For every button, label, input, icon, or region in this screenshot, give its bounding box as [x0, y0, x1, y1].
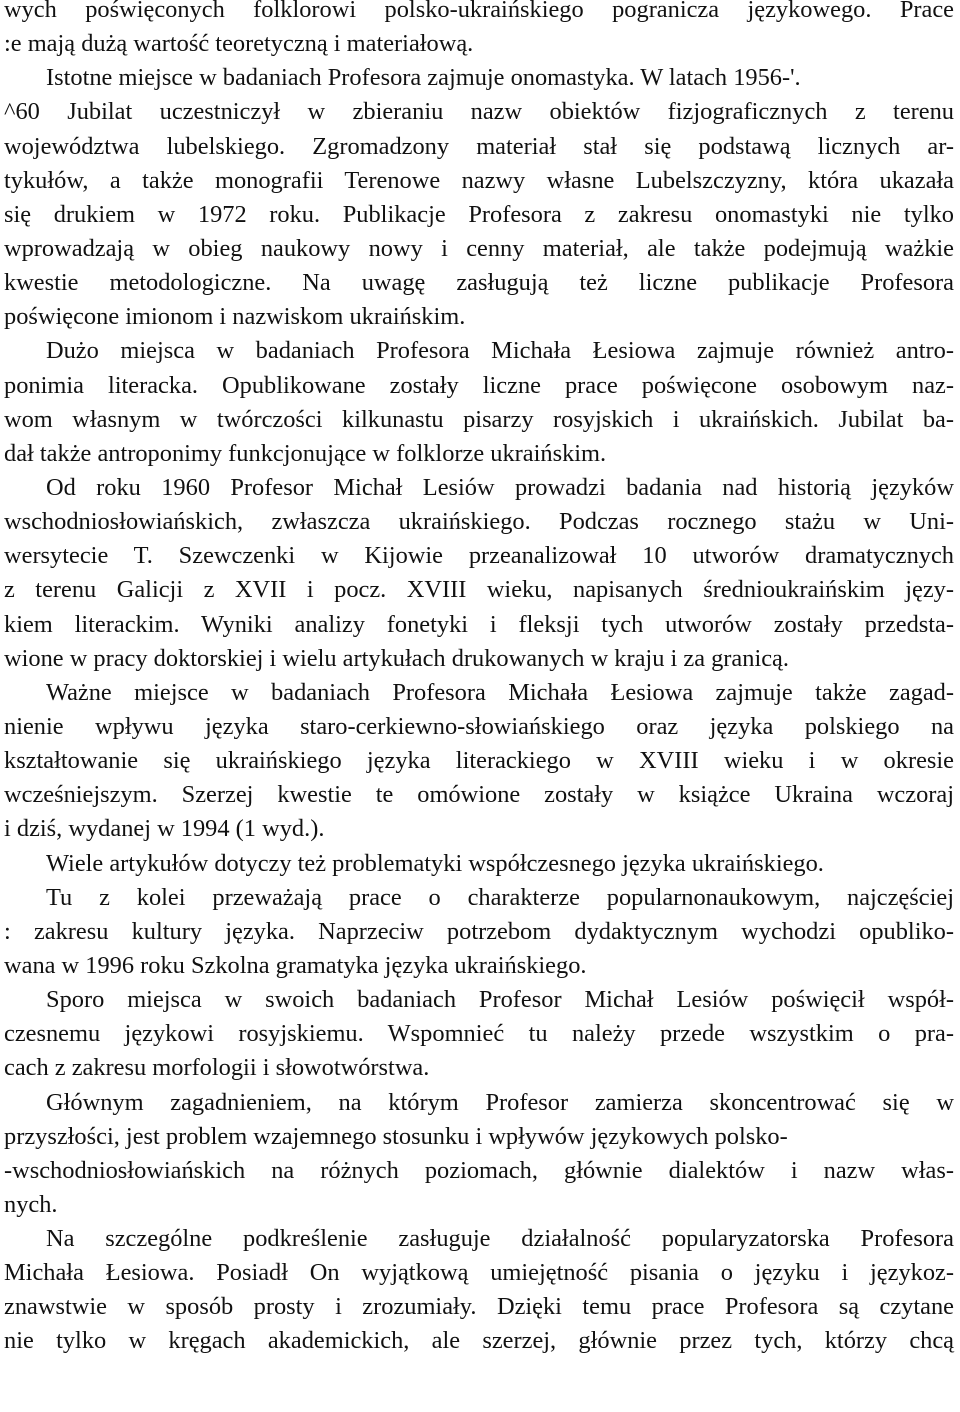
- text-line: wione w pracy doktorskiej i wielu artykułach drukowanych w kraju i za granicą.: [4, 644, 789, 672]
- text-line: Dużo miejsca w badaniach Profesora Michała Łesiowa zajmuje również antro-: [46, 337, 954, 365]
- text-line: Wiele artykułów dotyczy też problematyki współczesnego języka ukraińskiego.: [46, 849, 824, 877]
- text-line: ^60 Jubilat uczestniczył w zbieraniu nazw obiektów fizjograficznych z terenu: [4, 98, 954, 126]
- text-line: nych.: [4, 1190, 58, 1218]
- text-line: z terenu Galicji z XVII i pocz. XVIII wieku, napisanych średnioukraińskim języ-: [4, 576, 954, 604]
- text-line: wcześniejszym. Szerzej kwestie te omówione zostały w książce Ukraina wczoraj: [4, 781, 954, 809]
- text-line: znawstwie w sposób prosty i zrozumiały. Dzięki temu prace Profesora są czytane: [4, 1293, 954, 1321]
- text-line: poświęcone imionom i nazwiskom ukraińskim.: [4, 303, 466, 331]
- text-line: wschodniosłowiańskich, zwłaszcza ukraińskiego. Podczas rocznego stażu w Uni-: [4, 508, 954, 536]
- text-line: i dziś, wydanej w 1994 (1 wyd.).: [4, 815, 325, 843]
- text-line: Michała Łesiowa. Posiadł On wyjątkową umiejętność pisania o języku i językoz-: [4, 1259, 954, 1287]
- text-line: ponimia literacka. Opublikowane zostały liczne prace poświęcone osobowym naz-: [4, 371, 954, 399]
- text-line: kształtowanie się ukraińskiego języka literackiego w XVIII wieku i w okresie: [4, 747, 954, 775]
- text-line: : zakresu kultury języka. Naprzeciw potrzebom dydaktycznym wychodzi opubliko-: [4, 917, 954, 945]
- text-line: czesnemu językowi rosyjskiemu. Wspomnieć tu należy przede wszystkim o pra-: [4, 1020, 954, 1048]
- text-line: Istotne miejsce w badaniach Profesora zajmuje onomastyka. W latach 1956-'.: [46, 64, 801, 92]
- text-line: Tu z kolei przeważają prace o charakterze popularnonaukowym, najczęściej: [46, 883, 954, 911]
- text-line: kwestie metodologiczne. Na uwagę zasługują też liczne publikacje Profesora: [4, 269, 954, 297]
- document-page: [4, 0, 954, 1359]
- text-line: Sporo miejsca w swoich badaniach Profesor Michał Lesiów poświęcił współ-: [46, 986, 954, 1014]
- text-line: -wschodniosłowiańskich na różnych poziomach, głównie dialektów i nazw włas-: [4, 1156, 954, 1184]
- text-line: cach z zakresu morfologii i słowotwórstwa.: [4, 1054, 430, 1082]
- text-line: przyszłości, jest problem wzajemnego stosunku i wpływów językowych polsko-: [4, 1122, 788, 1150]
- text-line: wych poświęconych folklorowi polsko-ukraińskiego pogranicza językowego. Prace: [4, 0, 954, 23]
- text-line: nienie wpływu języka staro-cerkiewno-słowiańskiego oraz języka polskiego na: [4, 712, 954, 740]
- text-line: wana w 1996 roku Szkolna gramatyka języka ukraińskiego.: [4, 951, 587, 979]
- text-line: się drukiem w 1972 roku. Publikacje Profesora z zakresu onomastyki nie tylko: [4, 200, 954, 228]
- text-line: Na szczególne podkreślenie zasługuje działalność popularyzatorska Profesora: [46, 1225, 954, 1253]
- text-line: dał także antroponimy funkcjonujące w folklorze ukraińskim.: [4, 439, 607, 467]
- text-line: nie tylko w kręgach akademickich, ale szerzej, głównie przez tych, którzy chcą: [4, 1327, 954, 1355]
- text-line: tykułów, a także monografii Terenowe nazwy własne Lubelszczyzny, która ukazała: [4, 166, 954, 194]
- text-line: :e mają dużą wartość teoretyczną i materiałową.: [4, 30, 474, 58]
- text-line: wom własnym w twórczości kilkunastu pisarzy rosyjskich i ukraińskich. Jubilat ba-: [4, 405, 954, 433]
- text-line: Ważne miejsce w badaniach Profesora Michała Łesiowa zajmuje także zagad-: [46, 678, 954, 706]
- text-line: województwa lubelskiego. Zgromadzony materiał stał się podstawą licznych ar-: [4, 132, 954, 160]
- text-line: wprowadzają w obieg naukowy nowy i cenny materiał, ale także podejmują ważkie: [4, 234, 954, 262]
- text-line: wersytecie T. Szewczenki w Kijowie przeanalizował 10 utworów dramatycznych: [4, 542, 954, 570]
- text-line: kiem literackim. Wyniki analizy fonetyki i fleksji tych utworów zostały przedsta-: [4, 610, 954, 638]
- text-line: Od roku 1960 Profesor Michał Lesiów prowadzi badania nad historią języków: [46, 473, 954, 501]
- text-line: Głównym zagadnieniem, na którym Profesor zamierza skoncentrować się w: [46, 1088, 954, 1116]
